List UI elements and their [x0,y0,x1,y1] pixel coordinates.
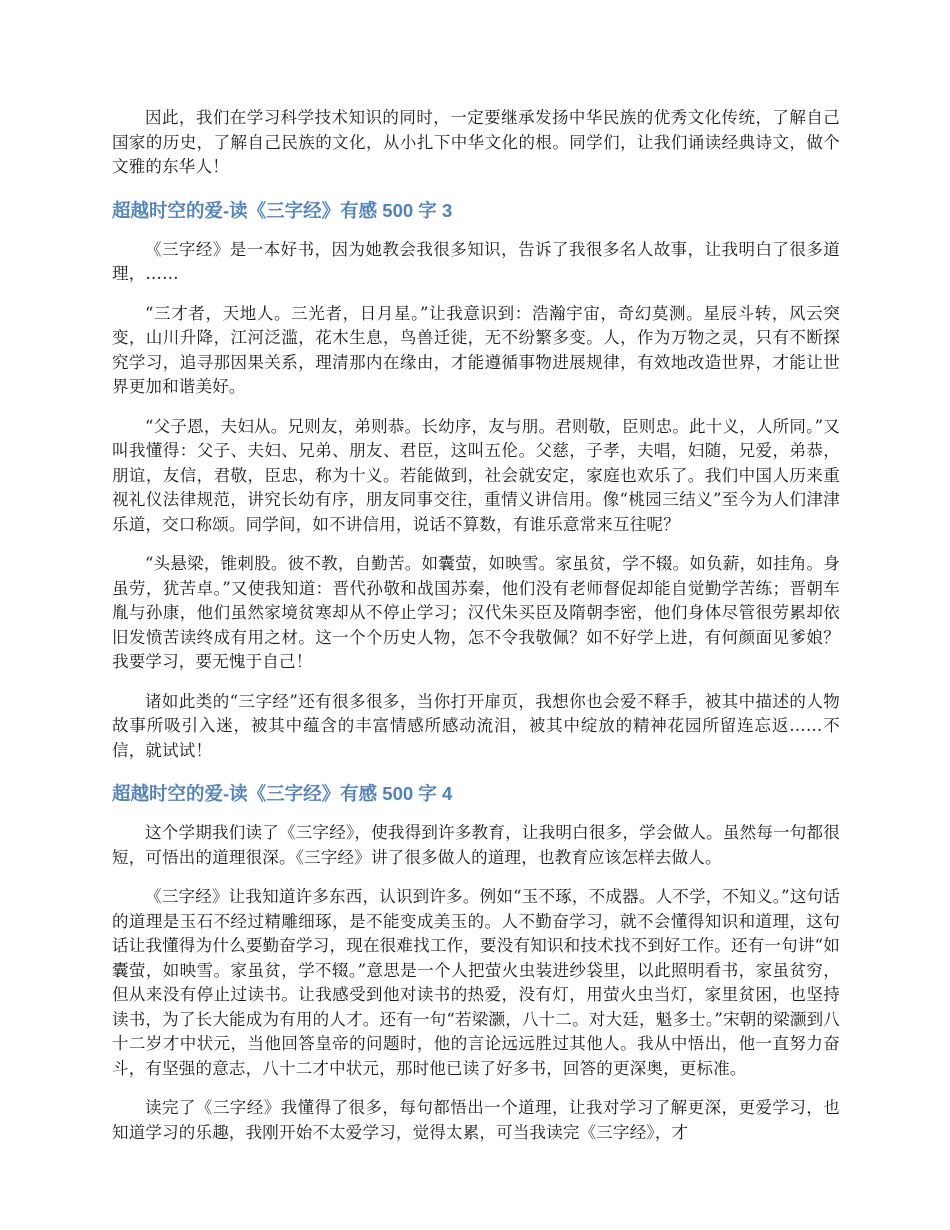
paragraph: “父子恩，夫妇从。兄则友，弟则恭。长幼序，友与朋。君则敬，臣则忠。此十义，人所同。”又叫我懂得：父子、夫妇、兄弟、朋友、君臣，这叫五伦。父慈，子孝，夫唱，妇随，兄爱，弟恭，朋谊，友信，君敬，臣忠，称为十义。若能做到，社会就安定，家庭也欢乐了。我们中国人历来重视礼仪法律规范，讲究长幼有序，朋友同事交往，重情义讲信用。像“桃园三结义”至今为人们津津乐道，交口称颂。同学间，如不讲信用，说话不算数，有谁乐意常来互往呢？ [112,416,840,534]
paragraph: “头悬梁，锥刺股。彼不教，自勤苦。如囊萤，如映雪。家虽贫，学不辍。如负薪，如挂角。身虽劳，犹苦卓。”又使我知道：晋代孙敬和战国苏秦，他们没有老师督促却能自觉勤学苦练；晋朝车胤与孙康，他们虽然家境贫寒却从不停止学习；汉代朱买臣及隋朝李密，他们身体尽管很劳累却依旧发愤苦读终成有用之材。这一个个历史人物，怎不令我敬佩？如不好学上进，有何颜面见爹娘？我要学习，要无愧于自己！ [112,554,840,671]
section-heading-3: 超越时空的爱-读《三字经》有感 500 字 3 [112,199,453,221]
paragraph: “三才者，天地人。三光者，日月星。”让我意识到：浩瀚宇宙，奇幻莫测。星辰斗转，风云突变，山川升降，江河泛滥，花木生息，鸟兽迁徙，无不纷繁多变。人，作为万物之灵，只有不断探究学习，追寻那因果关系，理清那内在缘由，才能遵循事物进展规律，有效地改造世界，才能让世界更加和谐美好。 [112,303,840,396]
paragraph: 诸如此类的“三字经”还有很多很多，当你打开扉页，我想你也会爱不释手，被其中描述的人物故事所吸引入迷，被其中蕴含的丰富情感所感动流泪，被其中绽放的精神花园所留连忘返……不信，就试试！ [112,691,840,760]
paragraph: 《三字经》让我知道许多东西，认识到许多。例如“玉不琢，不成器。人不学，不知义。”这句话的道理是玉石不经过精雕细琢，是不能变成美玉的。人不勤奋学习，就不会懂得知识和道理，这句话让我懂得为什么要勤奋学习，现在很难找工作，要没有知识和技术找不到好工作。还有一句讲“如囊萤，如映雪。家虽贫，学不辍。”意思是一个人把萤火虫装进纱袋里，以此照明看书，家虽贫穷，但从来没有停止过读书。让我感受到他对读书的热爱，没有灯，用萤火虫当灯，家里贫困，也坚持读书，为了长大能成为有用的人才。还有一句“若梁灏，八十二。对大廷，魁多士。”宋朝的梁灏到八十二岁才中状元，当他回答皇帝的问题时，他的言论远远胜过其他人。我从中悟出，他一直努力奋斗，有坚强的意志，八十二才中状元，那时他已读了好多书，回答的更深奥，更标准。 [112,887,840,1078]
document-page [112,106,840,1160]
paragraph: 读完了《三字经》我懂得了很多，每句都悟出一个道理，让我对学习了解更深，更爱学习，也知道学习的乐趣，我刚开始不太爱学习，觉得太累，可当我读完《三字经》，才 [112,1098,840,1142]
paragraph: 这个学期我们读了《三字经》，使我得到许多教育，让我明白很多，学会做人。虽然每一句都很短，可悟出的道理很深。《三字经》讲了很多做人的道理，也教育应该怎样去做人。 [112,823,840,867]
paragraph: 《三字经》是一本好书，因为她教会我很多知识，告诉了我很多名人故事，让我明白了很多道理，…… [112,239,840,283]
paragraph: 因此，我们在学习科学技术知识的同时，一定要继承发扬中华民族的优秀文化传统，了解自己国家的历史，了解自己民族的文化，从小扎下中华文化的根。同学们，让我们诵读经典诗文，做个文雅的东华人！ [112,108,840,176]
section-heading-4: 超越时空的爱-读《三字经》有感 500 字 4 [112,783,453,804]
